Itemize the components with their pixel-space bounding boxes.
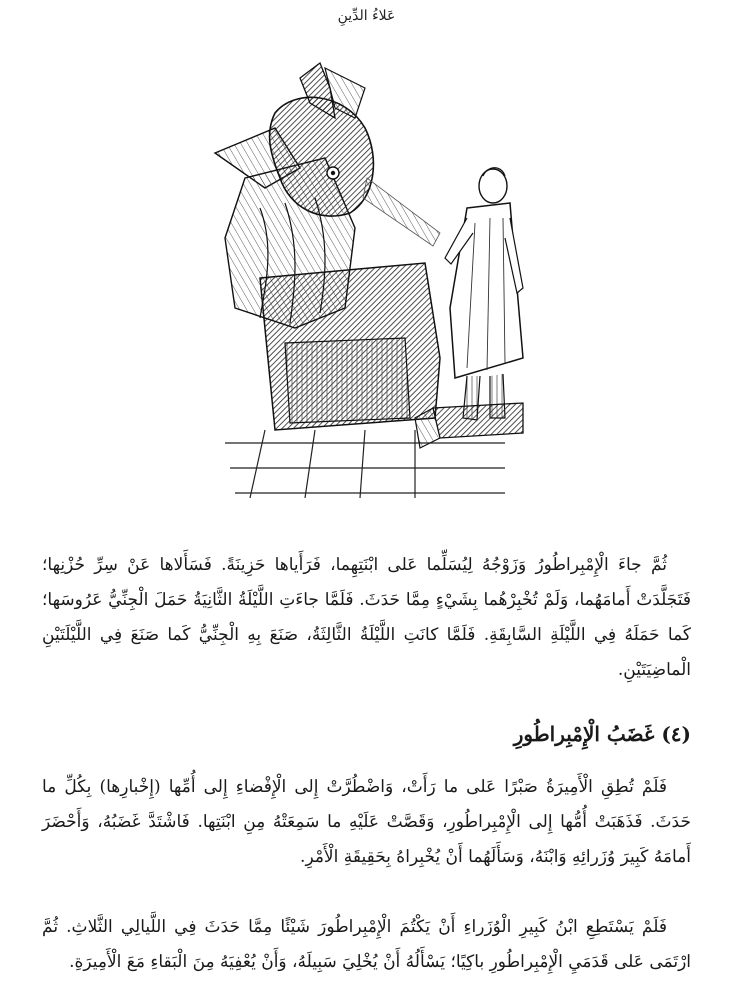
genie-illustration — [205, 58, 525, 498]
paragraph-1-text: ثُمَّ جاءَ الْإِمْبِراطُورُ وَزَوْجُهُ لِيُسَلِّما عَلى ابْنَتِهِما، فَرَأَياها حَزِينَةً. فَسَأَلاها عَنْ سِرِّ حُزْنِها؛ فَتَجَلَّدَتْ أَمامَهُما، وَلَمْ تُخْبِرْهُما بِشَيْءٍ مِمَّا حَدَثَ. فَلَمَّا جاءَتِ اللَّيْلَةُ الثَّانِيَةُ حَمَلَ الْجِنِّيُّ عَرُوسَها؛ كَما حَمَلَهُ فِي اللَّيْلَةِ السَّابِقَةِ. فَلَمَّا كانَتِ اللَّيْلَةُ الثَّالِثَةُ، صَنَعَ بِهِ الْجِنِّيُّ كَما صَنَعَ فِي اللَّيْلَتَيْنِ الْماضِيَتَيْنِ. — [42, 555, 691, 680]
paragraph-3 — [42, 910, 691, 980]
paragraph-2 — [42, 770, 691, 875]
paragraph-1 — [42, 548, 691, 688]
running-header: عَلاءُ الدِّينِ — [337, 8, 396, 24]
paragraph-2-text: فَلَمْ تُطِقِ الْأَمِيرَةُ صَبْرًا عَلى ما رَأَتْ، وَاضْطُرَّتْ إِلى الْإِفْضاءِ إِلى أُمِّها (إِخْبارِها) بِكُلِّ ما حَدَثَ. فَذَهَبَتْ أُمُّها إِلى الْإِمْبِراطُورِ، وَقَصَّتْ عَلَيْهِ ما سَمِعَتْهُ مِنِ ابْنَتِها. فَاشْتَدَّ غَضَبُهُ، وَأَحْضَرَ أَمامَهُ كَبِيرَ وُزَرائِهِ وَابْنَهُ، وَسَأَلَهُما أَنْ يُخْبِراهُ بِحَقِيقَةِ الْأَمْرِ. — [42, 777, 691, 867]
paragraph-3-text: فَلَمْ يَسْتَطِعِ ابْنُ كَبِيرِ الْوُزَراءِ أَنْ يَكْتُمَ الْإِمْبِراطُورَ شَيْئًا مِمَّا حَدَثَ فِي اللَّيالِي الثَّلاثِ. ثُمَّ ارْتَمَى عَلى قَدَمَيِ الْإِمْبِراطُورِ باكِيًا؛ يَسْأَلُهُ أَنْ يُخْلِيَ سَبِيلَهُ، وَأَنْ يُعْفِيَهُ مِنَ الْبَقاءِ مَعَ الْأَمِيرَةِ. — [42, 917, 691, 972]
section-heading: (٤) غَضَبُ الْإِمْبِراطُورِ — [513, 722, 691, 746]
